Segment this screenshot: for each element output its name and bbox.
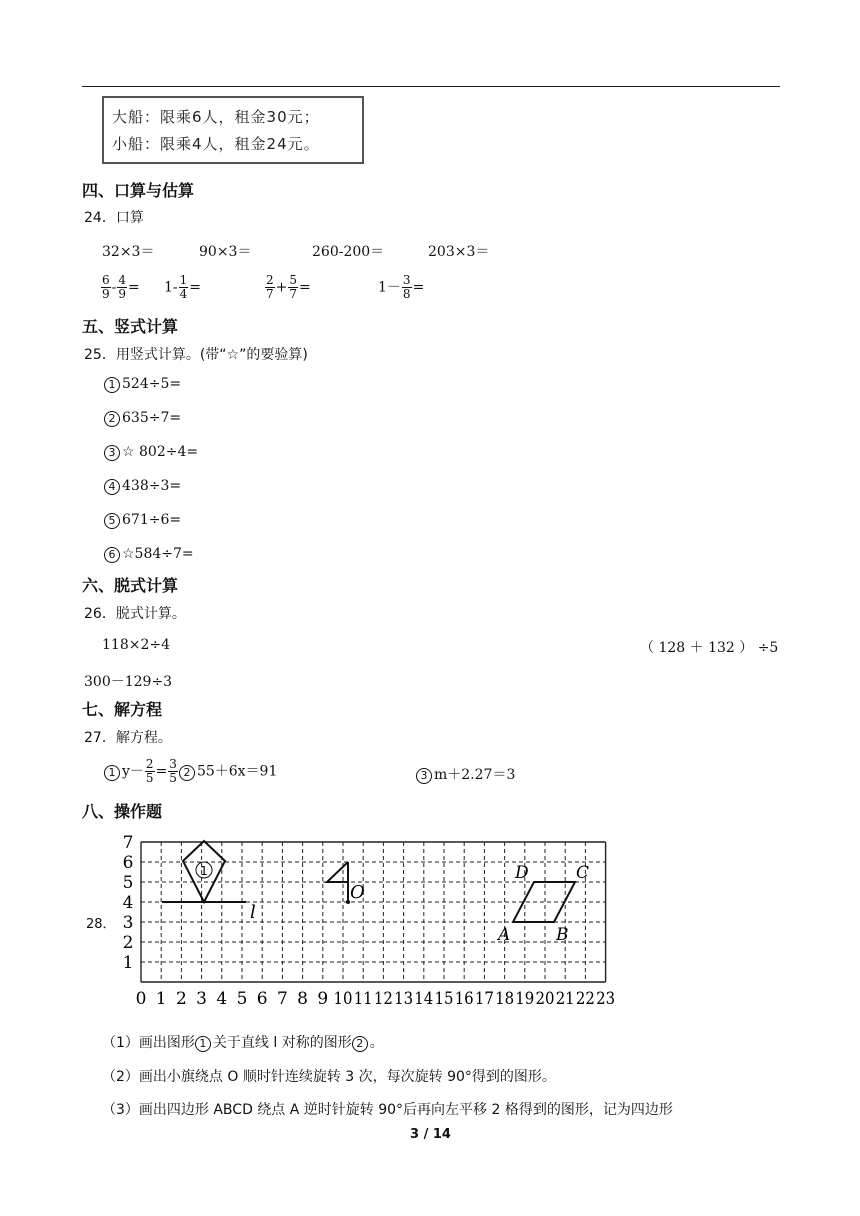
- grid-lines: [141, 842, 606, 982]
- task-2: （2）画出小旗绕点 O 顺时针连续旋转 3 次，每次旋转 90°得到的图形。: [102, 1069, 556, 1085]
- point-A-label: A: [498, 925, 511, 945]
- x-tick-label: 4: [216, 989, 228, 1009]
- oral-frac-b: [164, 274, 201, 301]
- frac-c-num2: 5: [289, 273, 298, 287]
- eq1-mid: =: [155, 763, 168, 780]
- frac-b-eq: =: [189, 279, 202, 296]
- y-tick-labels: [123, 833, 134, 973]
- frac-a-num2: 4: [118, 273, 127, 287]
- x-tick-label: 19: [515, 989, 535, 1009]
- y-tick-label: 4: [122, 893, 134, 913]
- flag-shape: [327, 862, 348, 882]
- x-tick-label: 15: [434, 989, 454, 1009]
- line-l-label: l: [250, 902, 256, 923]
- circle-number: 2: [179, 765, 195, 781]
- oral-calc-3: 260-200＝: [312, 244, 385, 260]
- section5-heading: 五、竖式计算: [82, 317, 179, 336]
- vertical-item-4: [104, 478, 181, 495]
- x-tick-label: 0: [135, 989, 147, 1009]
- boat-rental-box: [102, 96, 364, 164]
- eq1-pre: y－: [122, 763, 144, 780]
- oral-calc-2: 90×3＝: [199, 244, 252, 260]
- eq1-den2: 5: [169, 771, 177, 785]
- x-tick-labels: [136, 989, 616, 1009]
- section8-heading: 八、操作题: [82, 802, 163, 821]
- circle-number: 5: [104, 513, 120, 529]
- y-tick-label: 6: [122, 853, 134, 873]
- point-D-label: D: [515, 863, 529, 883]
- circle-number: 6: [104, 547, 120, 563]
- x-tick-label: 21: [555, 989, 575, 1009]
- x-tick-label: 7: [276, 989, 288, 1009]
- oral-calc-1: 32×3＝: [102, 244, 155, 260]
- task1-pre: （1）画出图形: [102, 1035, 195, 1051]
- x-tick-label: 8: [297, 989, 309, 1009]
- y-tick-label: 1: [122, 953, 134, 973]
- section4-heading: 四、口算与估算: [82, 181, 195, 200]
- circle-number: 2: [352, 1036, 368, 1052]
- point-O-label: O: [350, 882, 365, 903]
- task1-mid: 关于直线 l 对称的图形: [212, 1035, 352, 1051]
- x-tick-label: 12: [373, 989, 393, 1009]
- task-1: [102, 1032, 384, 1052]
- circle-number: 4: [104, 479, 120, 495]
- circle-number: 2: [104, 411, 120, 427]
- vertical-item-2: [104, 410, 181, 427]
- x-tick-label: 20: [535, 989, 555, 1009]
- frac-a-eq: =: [128, 279, 140, 296]
- eq3-text: m＋2.27＝3: [434, 767, 516, 783]
- x-tick-label: 23: [596, 989, 616, 1009]
- y-tick-label: 5: [122, 873, 134, 893]
- x-tick-label: 1: [155, 989, 167, 1009]
- frac-d-den: 8: [402, 287, 411, 301]
- grid-figure: [118, 828, 630, 1010]
- x-tick-label: 17: [474, 989, 494, 1009]
- vertical-item-text: 438÷3=: [122, 478, 182, 494]
- frac-c-den1: 7: [266, 287, 274, 301]
- x-tick-label: 14: [414, 989, 434, 1009]
- frac-a-den1: 9: [102, 287, 110, 301]
- frac-a-den2: 9: [118, 287, 127, 301]
- oral-frac-c: [264, 274, 311, 301]
- oral-calc-4: 203×3＝: [428, 244, 490, 260]
- q28-label: 28．: [86, 917, 116, 932]
- eq1-num2: 3: [169, 757, 177, 771]
- frac-c-eq: =: [299, 279, 311, 296]
- frac-b-num: 1: [179, 273, 188, 287]
- circle-number: 3: [104, 445, 120, 461]
- frac-a-op: -: [111, 279, 117, 296]
- x-tick-label: 11: [353, 989, 373, 1009]
- frac-c-num1: 2: [266, 273, 274, 287]
- q25-label: 25．用竖式计算。(带“☆”的要验算): [84, 347, 308, 363]
- frac-d-pre: 1－: [378, 279, 401, 296]
- circle-number: 1: [104, 765, 120, 781]
- x-tick-label: 5: [236, 989, 248, 1009]
- task1-end: 。: [369, 1035, 384, 1051]
- vertical-item-6: [104, 546, 194, 563]
- x-tick-label: 2: [175, 989, 187, 1009]
- frac-c-den2: 7: [289, 287, 298, 301]
- vertical-item-1: [104, 376, 181, 393]
- oral-frac-a: [100, 274, 140, 301]
- circle-number: 1: [104, 377, 120, 393]
- point-C-label: C: [576, 863, 590, 883]
- circle-number: 3: [416, 768, 432, 784]
- x-tick-label: 22: [575, 989, 595, 1009]
- x-tick-label: 3: [196, 989, 208, 1009]
- x-tick-label: 6: [256, 989, 268, 1009]
- eq1-den1: 5: [145, 771, 154, 785]
- frac-d-num: 3: [402, 273, 411, 287]
- point-B-label: B: [556, 925, 569, 945]
- eq2-text: 55＋6x＝91: [196, 763, 278, 780]
- frac-b-pre: 1-: [164, 279, 178, 296]
- page-number: 3 / 14: [410, 1127, 451, 1142]
- expr-3: 300－129÷3: [84, 674, 173, 690]
- vertical-item-text: 671÷6=: [122, 512, 182, 528]
- section6-heading: 六、脱式计算: [82, 576, 179, 595]
- shape-label: 1: [200, 864, 208, 878]
- x-tick-label: 13: [394, 989, 414, 1009]
- y-tick-label: 2: [122, 933, 134, 953]
- header-rule: [82, 86, 780, 87]
- oral-frac-d: [378, 274, 424, 301]
- frac-b-den: 4: [179, 287, 188, 301]
- expr-2: （ 128 ＋ 132 ） ÷5: [640, 640, 779, 656]
- equation-3: [416, 764, 515, 784]
- vertical-item-text: ☆ 802÷4=: [122, 444, 199, 460]
- x-tick-label: 10: [333, 989, 353, 1009]
- task-3: （3）画出四边形 ABCD 绕点 A 逆时针旋转 90°后再向左平移 2 格得到的图形，记为四边形: [102, 1102, 673, 1118]
- q27-label: 27．解方程。: [84, 730, 172, 746]
- frac-a-num1: 6: [102, 273, 110, 287]
- frac-d-eq: =: [412, 279, 425, 296]
- x-tick-label: 16: [454, 989, 474, 1009]
- vertical-item-text: ☆584÷7=: [122, 546, 194, 562]
- x-tick-label: 18: [495, 989, 515, 1009]
- circle-number: 1: [195, 1036, 211, 1052]
- equation-1-2: [104, 758, 277, 785]
- vertical-item-text: 635÷7=: [122, 410, 182, 426]
- boat-line-small: 小船：限乘4人，租金24元。: [112, 135, 320, 153]
- expr-1: 118×2÷4: [102, 637, 170, 653]
- frac-c-op: +: [275, 279, 288, 296]
- x-tick-label: 9: [317, 989, 329, 1009]
- y-tick-label: 7: [122, 833, 134, 853]
- q24-label: 24．口算: [84, 210, 144, 226]
- section7-heading: 七、解方程: [82, 700, 163, 719]
- vertical-item-3: [104, 444, 198, 461]
- eq1-num1: 2: [145, 757, 154, 771]
- y-tick-label: 3: [122, 913, 134, 933]
- vertical-item-text: 524÷5=: [122, 376, 182, 392]
- boat-line-large: 大船：限乘6人，租金30元；: [112, 108, 320, 126]
- vertical-item-5: [104, 512, 181, 529]
- q26-label: 26．脱式计算。: [84, 606, 186, 622]
